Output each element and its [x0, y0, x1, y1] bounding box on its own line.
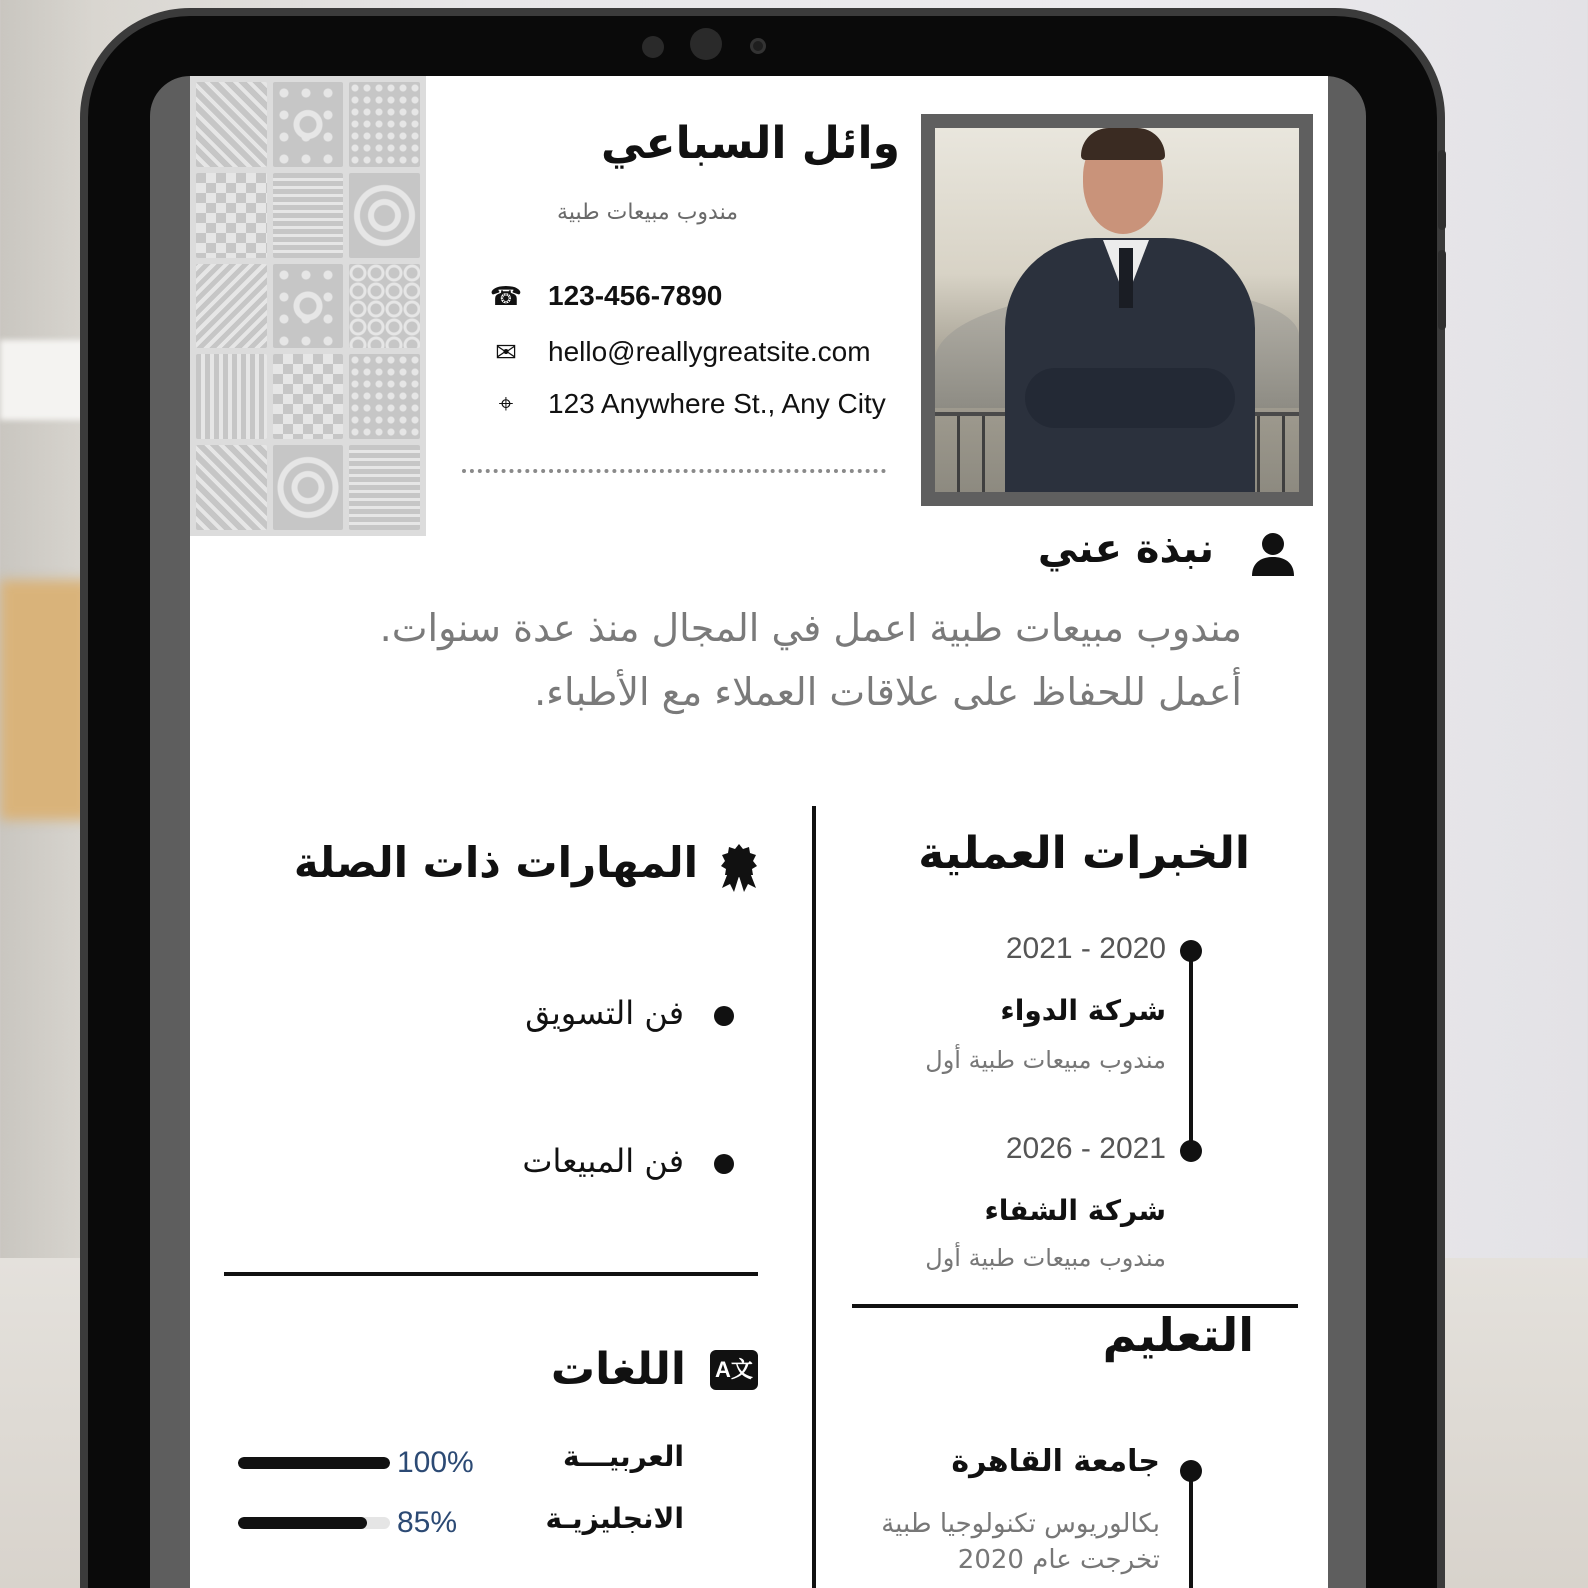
- pattern-tile: [196, 354, 267, 439]
- pattern-tile: [349, 354, 420, 439]
- street-address: 123 Anywhere St., Any City: [548, 388, 886, 419]
- profile-photo-frame: [921, 114, 1313, 506]
- job-title: مندوب مبيعات طبية: [557, 200, 738, 225]
- language-level-fill: [238, 1457, 390, 1469]
- skills-heading: المهارات ذات الصلة: [293, 838, 698, 887]
- education-heading: التعليم: [1102, 1308, 1254, 1362]
- pattern-tile: [349, 173, 420, 258]
- candidate-name: وائل السباعي: [601, 118, 900, 169]
- about-heading: نبذة عني: [1037, 526, 1214, 572]
- skill-item: فن المبيعات: [522, 1142, 684, 1180]
- language-level-fill: [238, 1517, 367, 1529]
- contact-email: [486, 336, 871, 368]
- phone-number: 123-456-7890: [548, 280, 723, 311]
- education-timeline: [1189, 1472, 1193, 1588]
- languages-heading: اللغات: [550, 1344, 686, 1395]
- skill-bullet: [714, 1154, 734, 1174]
- language-percent: 85%: [397, 1506, 458, 1539]
- pattern-tile: [196, 173, 267, 258]
- person-icon: [1250, 532, 1296, 576]
- timeline-dot: [1180, 1460, 1202, 1482]
- about-paragraph: مندوب مبيعات طبية اعمل في المجال منذ عدة سنوات. أعمل للحفاظ على علاقات العملاء مع الأطباء.: [379, 606, 1242, 714]
- pattern-tile: [273, 173, 344, 258]
- resume-page: [190, 76, 1328, 1588]
- email-icon: ✉: [495, 336, 517, 367]
- profile-photo: [935, 128, 1299, 492]
- pattern-tile: [273, 82, 344, 167]
- pattern-tile: [273, 354, 344, 439]
- tablet-side-button: [1438, 250, 1446, 330]
- camera-sensor: [642, 36, 664, 58]
- experience-heading: الخبرات العملية: [918, 828, 1250, 879]
- pattern-tile: [196, 264, 267, 349]
- tablet-side-button: [1438, 150, 1446, 230]
- contact-phone: [486, 280, 722, 312]
- experience-role: مندوب مبيعات طبية أول: [925, 1046, 1166, 1074]
- pattern-tiles: [190, 76, 426, 536]
- experience-date: 2026 - 2021: [1005, 1132, 1166, 1165]
- location-pin-icon: ⌖: [498, 388, 514, 418]
- language-percent: 100%: [397, 1446, 474, 1479]
- camera-lens: [690, 28, 722, 60]
- phone-icon: ☎: [489, 280, 523, 311]
- section-divider: [224, 1272, 758, 1276]
- pattern-tile: [349, 445, 420, 530]
- column-divider: [812, 806, 816, 1588]
- language-level-bar: [238, 1517, 390, 1529]
- pattern-tile: [196, 82, 267, 167]
- email-address: hello@reallygreatsite.com: [548, 336, 871, 367]
- background-shelf: [0, 580, 90, 820]
- experience-company: شركة الشفاء: [984, 1194, 1166, 1227]
- language-name: الانجليزيـة: [545, 1502, 684, 1535]
- education-university: جامعة القاهرة: [951, 1444, 1160, 1479]
- experience-company: شركة الدواء: [1000, 994, 1166, 1027]
- award-badge-icon: [716, 842, 762, 892]
- skill-item: فن التسويق: [525, 994, 684, 1032]
- skill-bullet: [714, 1006, 734, 1026]
- education-degree: بكالوريوس تكنولوجيا طبية تخرجت عام 2020: [881, 1509, 1160, 1575]
- timeline-dot: [1180, 1140, 1202, 1162]
- camera-sensor: [750, 38, 766, 54]
- experience-timeline: [1189, 952, 1193, 1152]
- dotted-divider: [462, 469, 886, 473]
- pattern-tile: [349, 264, 420, 349]
- experience-date: 2021 - 2020: [1005, 932, 1166, 965]
- contact-address: [486, 388, 886, 420]
- pattern-tile: [273, 445, 344, 530]
- translate-icon: A文: [710, 1350, 758, 1390]
- pattern-tile: [349, 82, 420, 167]
- language-level-bar: [238, 1457, 390, 1469]
- pattern-tile: [273, 264, 344, 349]
- timeline-dot: [1180, 940, 1202, 962]
- experience-role: مندوب مبيعات طبية أول: [925, 1244, 1166, 1272]
- background-wall: [0, 340, 90, 420]
- pattern-tile: [196, 445, 267, 530]
- language-name: العربيـــة: [563, 1440, 684, 1473]
